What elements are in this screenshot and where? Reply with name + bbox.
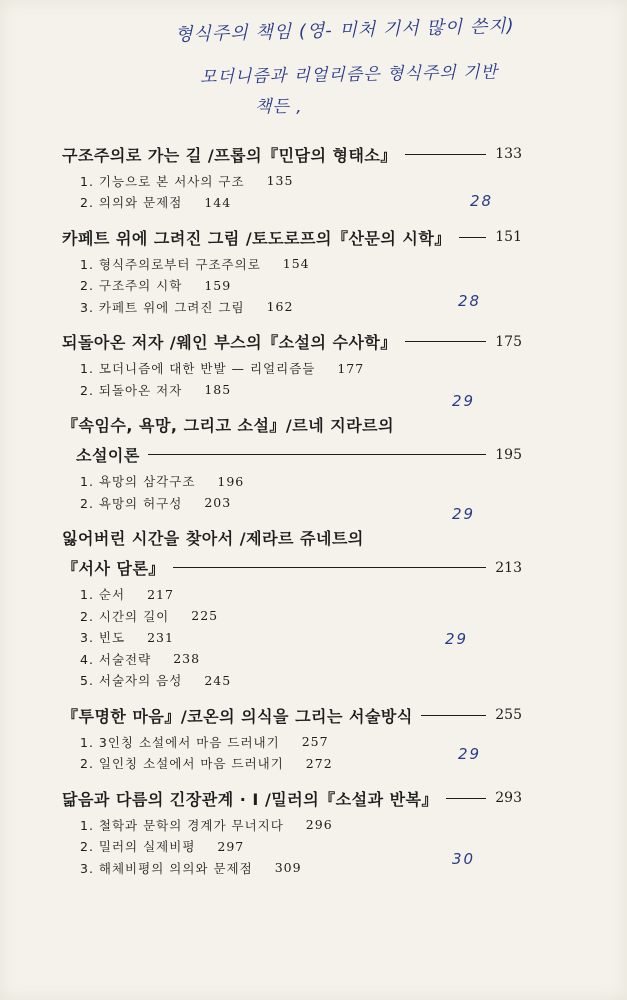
section-item — [80, 605, 522, 627]
section-page: 217 — [147, 586, 174, 602]
chapter-entry — [62, 413, 522, 514]
section-page: 245 — [204, 672, 232, 688]
section-item — [80, 584, 522, 606]
leader-rule — [405, 154, 486, 155]
chapter-page: 293 — [495, 790, 522, 806]
chapter-entry — [62, 526, 522, 692]
section-list — [80, 814, 522, 879]
section-label: 2. 의의와 문제점 — [80, 195, 183, 211]
section-page: 144 — [204, 194, 232, 210]
section-label: 3. 카페트 위에 그려진 그림 — [80, 299, 245, 315]
chapter-heading-line — [62, 703, 522, 727]
chapter-entry — [62, 330, 522, 401]
section-page: 154 — [282, 256, 310, 272]
chapter-title: 잃어버린 시간을 찾아서 /제라르 쥬네트의 — [62, 529, 364, 548]
section-label: 1. 욕망의 삼각구조 — [80, 474, 196, 490]
chapter-page: 133 — [495, 146, 522, 162]
chapter-title: 『투명한 마음』/코온의 의식을 그리는 서술방식 — [62, 706, 413, 726]
section-page: 231 — [147, 629, 174, 645]
chapter-heading-line-2 — [62, 556, 522, 580]
chapter-page: 151 — [495, 229, 522, 245]
section-item — [80, 170, 522, 192]
section-item — [80, 358, 522, 380]
margin-note: 28 — [458, 292, 482, 310]
handwritten-note-line-3: 책든 , — [255, 97, 303, 117]
chapter-page: 213 — [495, 559, 522, 576]
section-page: 238 — [173, 651, 201, 667]
chapter-entry — [62, 225, 522, 318]
section-page: 203 — [204, 495, 232, 511]
chapter-title-continued: 『서사 담론』 — [62, 559, 165, 578]
section-page: 196 — [217, 473, 245, 489]
section-page: 159 — [204, 277, 232, 293]
section-label: 1. 모더니즘에 대한 반발 — 리얼리즘들 — [80, 361, 316, 377]
section-label: 1. 기능으로 본 서사의 구조 — [80, 173, 245, 189]
section-item — [80, 275, 522, 297]
section-label: 1. 3인칭 소설에서 마음 드러내기 — [80, 734, 280, 750]
section-item — [80, 670, 522, 692]
chapter-page: 255 — [495, 707, 522, 723]
chapter-title: 되돌아온 저자 /웨인 부스의『소설의 수사학』 — [62, 333, 397, 352]
section-item — [80, 731, 522, 753]
section-label: 1. 순서 — [80, 587, 126, 603]
handwritten-note-line-1: 형식주의 책임 (영- 미처 기서 많이 쓴지) — [174, 15, 515, 46]
section-page: 177 — [337, 360, 365, 376]
chapter-entry — [62, 142, 522, 213]
section-label: 2. 되돌아온 저자 — [80, 382, 183, 398]
section-item — [80, 814, 522, 836]
chapter-heading-line — [62, 225, 522, 249]
section-label: 4. 서술전략 — [80, 651, 152, 667]
chapter-heading-line-2 — [62, 443, 522, 467]
leader-rule — [173, 567, 486, 568]
margin-note: 30 — [452, 850, 476, 868]
section-page: 297 — [217, 838, 245, 854]
section-label: 5. 서술자의 음성 — [80, 673, 183, 689]
section-label: 1. 철학과 문학의 경계가 무너지다 — [80, 817, 284, 833]
chapter-title-continued: 소설이론 — [76, 446, 140, 465]
leader-rule — [148, 454, 486, 455]
section-page: 309 — [274, 860, 302, 876]
chapter-page: 195 — [495, 446, 522, 463]
chapter-heading-line — [62, 786, 522, 810]
section-list — [80, 731, 522, 774]
section-label: 2. 밀러의 실제비평 — [80, 839, 196, 855]
chapter-heading-line — [62, 526, 522, 550]
section-item — [80, 471, 522, 493]
chapter-title: 닮음과 다름의 긴장관계 · I /밀러의『소설과 반복』 — [62, 789, 439, 809]
section-page: 162 — [266, 299, 294, 315]
leader-rule — [405, 341, 486, 342]
section-item — [80, 253, 522, 275]
chapter-title: 구조주의로 가는 길 /프롭의『민담의 형태소』 — [62, 145, 397, 165]
chapter-heading-line — [62, 330, 522, 354]
leader-rule — [421, 715, 486, 716]
leader-rule — [459, 237, 486, 238]
chapter-title: 『속임수, 욕망, 그리고 소설』/르네 지라르의 — [62, 416, 395, 435]
chapter-page: 175 — [495, 333, 522, 350]
section-page: 225 — [191, 608, 219, 624]
margin-note: 29 — [452, 505, 476, 523]
section-label: 2. 시간의 길이 — [80, 608, 170, 624]
section-item — [80, 192, 522, 214]
section-page: 185 — [204, 382, 232, 398]
margin-note: 29 — [452, 392, 476, 410]
leader-rule — [446, 798, 486, 799]
section-page: 135 — [266, 173, 294, 189]
section-label: 2. 일인칭 소설에서 마음 드러내기 — [80, 756, 284, 772]
chapter-heading-line — [62, 142, 522, 166]
section-label: 2. 욕망의 허구성 — [80, 495, 183, 511]
section-page: 257 — [301, 734, 329, 750]
section-page: 272 — [305, 755, 333, 771]
section-item — [80, 648, 522, 670]
section-list — [80, 170, 522, 213]
chapter-heading-line — [62, 413, 522, 437]
section-label: 1. 형식주의로부터 구조주의로 — [80, 256, 261, 272]
margin-note: 28 — [470, 192, 494, 210]
margin-note: 29 — [445, 630, 469, 648]
handwritten-note-line-2: 모더니즘과 리얼리즘은 형식주의 기반 — [199, 62, 499, 88]
section-label: 3. 해체비평의 의의와 문제점 — [80, 860, 253, 876]
section-item — [80, 753, 522, 775]
margin-note: 29 — [458, 745, 482, 763]
chapter-entry — [62, 703, 522, 774]
section-label: 2. 구조주의 시학 — [80, 278, 183, 294]
section-label: 3. 빈도 — [80, 630, 126, 646]
section-page: 296 — [305, 817, 333, 833]
section-list — [80, 253, 522, 318]
section-item — [80, 296, 522, 318]
chapter-title: 카페트 위에 그려진 그림 /토도로프의『산문의 시학』 — [62, 228, 451, 248]
